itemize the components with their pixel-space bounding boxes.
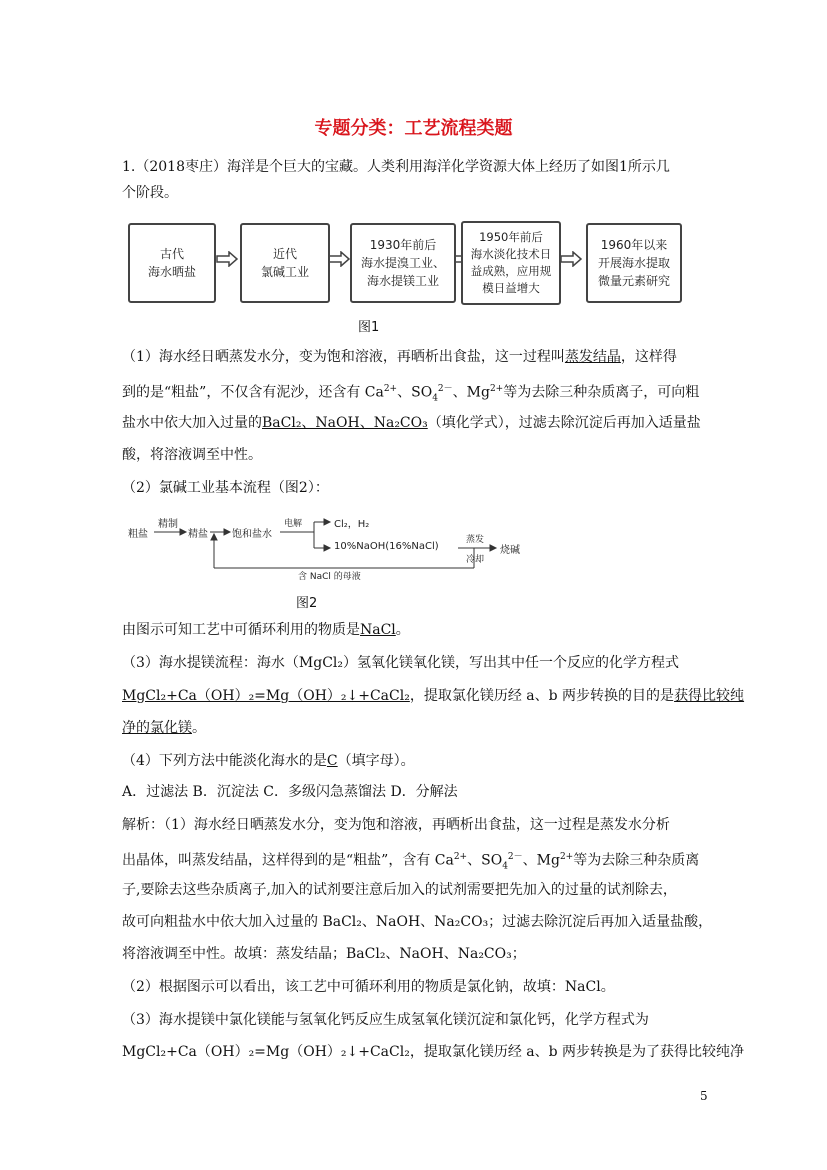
flow-arrow-icon — [560, 251, 582, 267]
evaporate-label: 蒸发 — [466, 535, 485, 545]
page-number: 5 — [700, 1089, 708, 1103]
flow-box-ancient: 古代 海水晒盐 — [128, 223, 216, 303]
question-intro-line2: 个阶段。 — [122, 185, 178, 201]
answer-blank: 获得比较纯 — [674, 688, 745, 704]
flow-box-modern: 近代 氯碱工业 — [240, 223, 330, 303]
part1-line3: 盐水中依大加入过量的BaCl₂、NaOH、Na₂CO₃（填化学式），过滤去除沉淀后再加入适量盐 — [122, 415, 701, 431]
flow-arrow-icon — [328, 251, 350, 267]
part2-answer-line: 由图示可知工艺中可循环利用的物质是NaCl。 — [122, 622, 410, 638]
figure1-caption: 图1 — [358, 320, 380, 335]
answer-blank: 蒸发结晶 — [564, 349, 621, 365]
analysis-line2: 出晶体，叫蒸发结晶，这样得到的是“粗盐”，含有 $Ca^{2+}$、$SO_4^{2-}$、$Mg^{2+}$等为去除三种杂质离 — [122, 852, 700, 872]
saturated-brine-label: 饱和盐水 — [232, 529, 272, 540]
analysis-line5: 将溶液调至中性。故填：蒸发结晶；BaCl₂、NaOH、Na₂CO₃； — [122, 946, 526, 962]
part4-options: A．过滤法 B．沉淀法 C．多级闪急蒸馏法 D．分解法 — [122, 784, 458, 800]
answer-blank: C — [326, 753, 338, 769]
answer-blank: 净的氯化镁 — [122, 720, 192, 736]
part4-line1: （4）下列方法中能淡化海水的是C（填字母）。 — [122, 753, 415, 769]
page-title: 专题分类：工艺流程类题 — [314, 118, 513, 139]
analysis-line4: 故可向粗盐水中依大加入过量的 BaCl₂、NaOH、Na₂CO₃；过滤去除沉淀后再加入适量盐酸， — [122, 914, 713, 930]
part2-heading: （2）氯碱工业基本流程（图2）： — [122, 480, 329, 496]
figure1-flowchart — [128, 221, 684, 313]
part3-line2: MgCl₂+Ca（OH）₂=Mg（OH）₂↓+CaCl₂，提取氯化镁历经 a、b 两步转换的目的是获得比较纯 — [122, 688, 745, 704]
analysis-line7: （3）海水提镁中氯化镁能与氢氧化钙反应生成氢氧化镁沉淀和氯化钙，化学方程式为 — [122, 1012, 649, 1028]
figure2-caption: 图2 — [296, 596, 318, 611]
caustic-soda-label: 烧碱 — [500, 545, 520, 556]
part3-line1: （3）海水提镁流程：海水（MgCl₂）氢氧化镁氧化镁，写出其中任一个反应的化学方程式 — [122, 655, 680, 671]
analysis-line1: 解析：（1）海水经日晒蒸发水分，变为饱和溶液，再晒析出食盐，这一过程是蒸发水分析 — [122, 817, 670, 833]
electrolysis-label: 电解 — [284, 519, 303, 529]
crude-salt-label: 粗盐 — [128, 529, 148, 540]
flow-arrow-icon — [216, 251, 238, 267]
fine-salt-label: 精盐 — [188, 529, 208, 540]
answer-blank: MgCl₂+Ca（OH）₂=Mg（OH）₂↓+CaCl₂ — [122, 688, 410, 704]
flow-box-1950: 1950年前后 海水淡化技术日 益成熟，应用规 模日益增大 — [461, 221, 561, 305]
analysis-line3: 子,要除去这些杂质离子,加入的试剂要注意后加入的试剂需要把先加入的过量的试剂除去， — [122, 882, 677, 898]
analysis-line6: （2）根据图示可以看出，该工艺中可循环利用的物质是氯化钠，故填：NaCl。 — [122, 979, 615, 995]
mother-liquor-label: 含 NaCl 的母液 — [298, 572, 361, 582]
answer-blank: NaCl — [360, 622, 396, 638]
cool-label: 冷却 — [466, 555, 485, 565]
part1-line2: 到的是“粗盐”，不仅含有泥沙，还含有 $Ca^{2+}$、$SO_4^{2-}$、$Mg^{2+}$等为去除三种杂质离子，可向粗 — [122, 384, 700, 404]
figure2-flowchart — [128, 510, 528, 580]
answer-blank: BaCl₂、NaOH、Na₂CO₃ — [262, 415, 428, 431]
refine-label: 精制 — [158, 519, 178, 530]
question-intro-line1: 1.（2018枣庄）海洋是个巨大的宝藏。人类利用海洋化学资源大体上经历了如图1所示几 — [122, 159, 670, 175]
analysis-line8: MgCl₂+Ca（OH）₂=Mg（OH）₂↓+CaCl₂，提取氯化镁历经 a、b 两步转换是为了获得比较纯净 — [122, 1044, 745, 1060]
naoh-label: 10%NaOH(16%NaCl) — [334, 541, 439, 552]
part1-line1: （1）海水经日晒蒸发水分，变为饱和溶液，再晒析出食盐，这一过程叫蒸发结晶，这样得 — [122, 349, 677, 365]
flow-box-1960: 1960年以来 开展海水提取 微量元素研究 — [586, 223, 682, 303]
flow-box-1930: 1930年前后 海水提溴工业、 海水提镁工业 — [350, 223, 456, 303]
part1-line4: 酸，将溶液调至中性。 — [122, 447, 262, 463]
cl2-h2-label: Cl₂，H₂ — [334, 519, 370, 530]
part3-line3: 净的氯化镁。 — [122, 720, 206, 736]
